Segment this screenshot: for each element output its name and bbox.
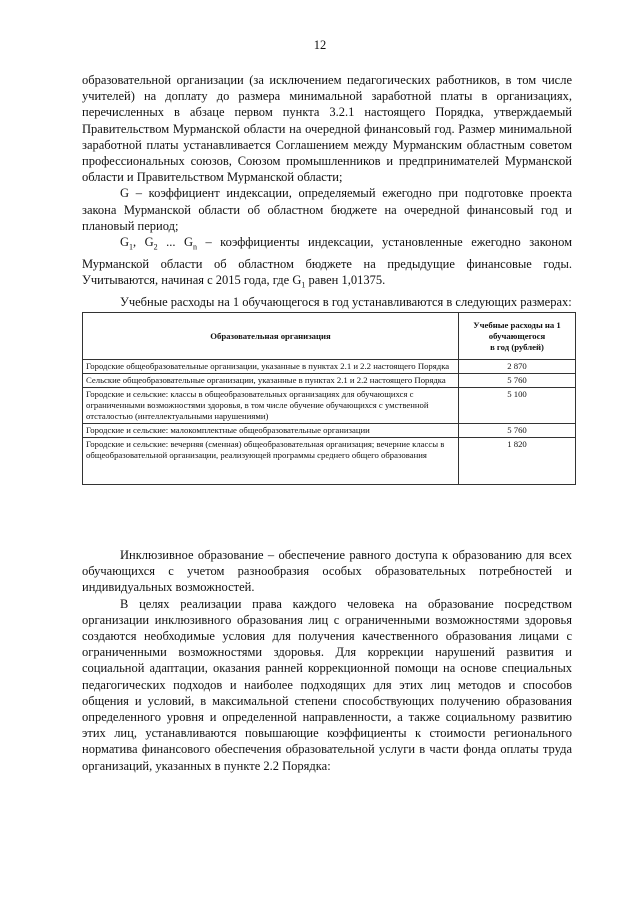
page-number: 12: [313, 38, 327, 52]
row-org: Сельские общеобразовательные организации, указанные в пунктах 2.1 и 2.2 настоящего Порядка: [83, 374, 459, 388]
inclusive-paragraph: Инклюзивное образование – обеспечение равного доступа к образованию для всех обучающихся с учетом разнообразия особых образовательных потребностей и индивидуальных возможностей.: [82, 548, 572, 595]
row-org: Городские и сельские: малокомплектные общеобразовательные организации: [83, 424, 459, 438]
header-cost: Учебные расходы на 1 обучающегося в год (рублей): [459, 313, 576, 360]
rights-paragraph: В целях реализации права каждого человека на образование посредством организации инклюзивного образования лиц с ограниченными возможностями здоровья создаются необходимые условия для получения качественного образования лицами с ограниченными возможностями здоровья. Для коррекции нарушений развития и социальной адаптации, оказания ранней коррекционной помощи на основе специальных педагогических подходов и наиболее подходящих для этих лиц методов и способов общения и условий, в максимальной степени способствующих получению образования определенного уровня и определенной направленности, а также социальному развитию этих лиц, устанавливаются повышающие коэффициенты к стоимости регионального норматива финансового обеспечения образовательной услуги в части фонда оплаты труда организаций, указанных в пункте 2.2 Порядка:: [82, 596, 572, 773]
gn-definition: $G_1$, $G_2$ ... $G_n$ – коэффициенты индексации, установленные ежегодно законом Мурманской области об областном бюджете на предыдущие финансовые годы. Учитываются, начиная с 2015 года, где $G_1$ равен 1,01375.: [82, 235, 573, 290]
expenses-table: [82, 312, 576, 485]
upper-text-block: [82, 72, 572, 310]
table-row: [83, 374, 576, 388]
row-org: Городские общеобразовательные организации, указанные в пунктах 2.1 и 2.2 настоящего Порядка: [83, 360, 459, 374]
table-header-row: [83, 313, 576, 360]
row-value: 2 870: [459, 360, 576, 374]
row-value: 5 760: [459, 424, 576, 438]
table-row: [83, 424, 576, 438]
table-row: [83, 438, 576, 485]
lower-text-block: [82, 547, 572, 774]
row-value: 5 100: [459, 388, 576, 424]
row-org: Городские и сельские: классы в общеобразовательных организациях для обучающихся с ограниченными возможностями здоровья, в том числе обучение обучающихся с умственной отсталостью (интеллектуальными нарушениями): [83, 388, 459, 424]
table-intro: Учебные расходы на 1 обучающегося в год устанавливаются в следующих размерах:: [120, 294, 572, 309]
intro-paragraph: образовательной организации (за исключением педагогических работников, в том числе учителей) на доплату до размера минимальной заработной платы в организациях, перечисленных в абзаце первом пункта 3.2.1 настоящего Порядка, утверждаемый Правительством Мурманской области на очередной финансовый год. Размер минимальной заработной платы устанавливается Соглашением между Мурманским областным советом профессиональных союзов, Союзом промышленников и предпринимателей Мурманской области и Правительством Мурманской области;: [82, 73, 572, 185]
row-value: 5 760: [459, 374, 576, 388]
table-row: [83, 360, 576, 374]
g-definition: G – коэффициент индексации, определяемый ежегодно при подготовке проекта закона Мурманской области об областном бюджете на очередной финансовый год и плановый период;: [82, 186, 572, 233]
header-org: Образовательная организация: [83, 313, 459, 360]
row-value: 1 820: [459, 438, 576, 485]
row-org: Городские и сельские: вечерняя (сменная) общеобразовательная организация; вечерние классы в общеобразовательной организации, реализующей программы среднего общего образования: [83, 438, 459, 485]
table-row: [83, 388, 576, 424]
